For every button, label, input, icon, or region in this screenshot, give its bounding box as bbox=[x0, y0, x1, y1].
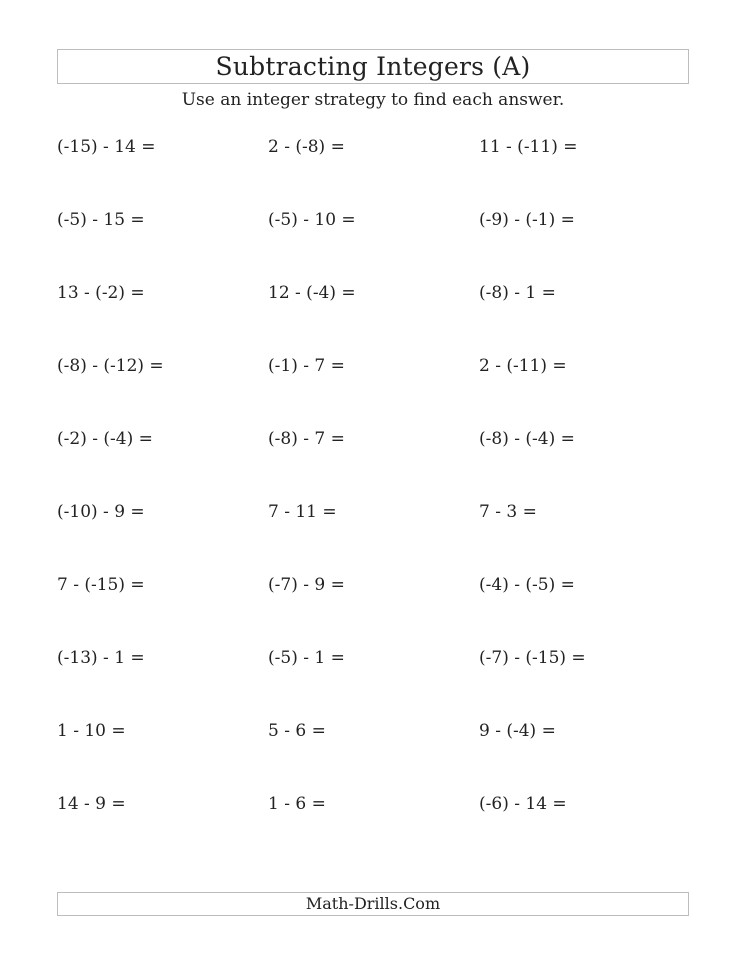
problem-7: 13 - (-2) = bbox=[57, 283, 145, 303]
problem-8: 12 - (-4) = bbox=[268, 283, 356, 303]
problem-6: (-9) - (-1) = bbox=[479, 210, 575, 230]
problem-20: (-7) - 9 = bbox=[268, 575, 345, 595]
problem-14: (-8) - 7 = bbox=[268, 429, 345, 449]
problem-26: 5 - 6 = bbox=[268, 721, 326, 741]
problem-16: (-10) - 9 = bbox=[57, 502, 145, 522]
worksheet-instructions: Use an integer strategy to find each answer. bbox=[181, 90, 565, 110]
problem-30: (-6) - 14 = bbox=[479, 794, 567, 814]
footer-site-name: Math-Drills.Com bbox=[305, 894, 441, 913]
problem-24: (-7) - (-15) = bbox=[479, 648, 586, 668]
problem-21: (-4) - (-5) = bbox=[479, 575, 575, 595]
problem-11: (-1) - 7 = bbox=[268, 356, 345, 376]
problem-18: 7 - 3 = bbox=[479, 502, 537, 522]
problem-28: 14 - 9 = bbox=[57, 794, 126, 814]
problem-13: (-2) - (-4) = bbox=[57, 429, 153, 449]
problem-15: (-8) - (-4) = bbox=[479, 429, 575, 449]
problem-4: (-5) - 15 = bbox=[57, 210, 145, 230]
problem-17: 7 - 11 = bbox=[268, 502, 337, 522]
problem-22: (-13) - 1 = bbox=[57, 648, 145, 668]
problem-19: 7 - (-15) = bbox=[57, 575, 145, 595]
problem-9: (-8) - 1 = bbox=[479, 283, 556, 303]
problem-1: (-15) - 14 = bbox=[57, 137, 156, 157]
problem-3: 11 - (-11) = bbox=[479, 137, 578, 157]
problem-25: 1 - 10 = bbox=[57, 721, 126, 741]
problem-12: 2 - (-11) = bbox=[479, 356, 567, 376]
problem-29: 1 - 6 = bbox=[268, 794, 326, 814]
problem-grid bbox=[57, 134, 689, 864]
problem-27: 9 - (-4) = bbox=[479, 721, 556, 741]
problem-23: (-5) - 1 = bbox=[268, 648, 345, 668]
problem-5: (-5) - 10 = bbox=[268, 210, 356, 230]
problem-2: 2 - (-8) = bbox=[268, 137, 345, 157]
problem-10: (-8) - (-12) = bbox=[57, 356, 164, 376]
worksheet-title: Subtracting Integers (A) bbox=[215, 52, 531, 81]
